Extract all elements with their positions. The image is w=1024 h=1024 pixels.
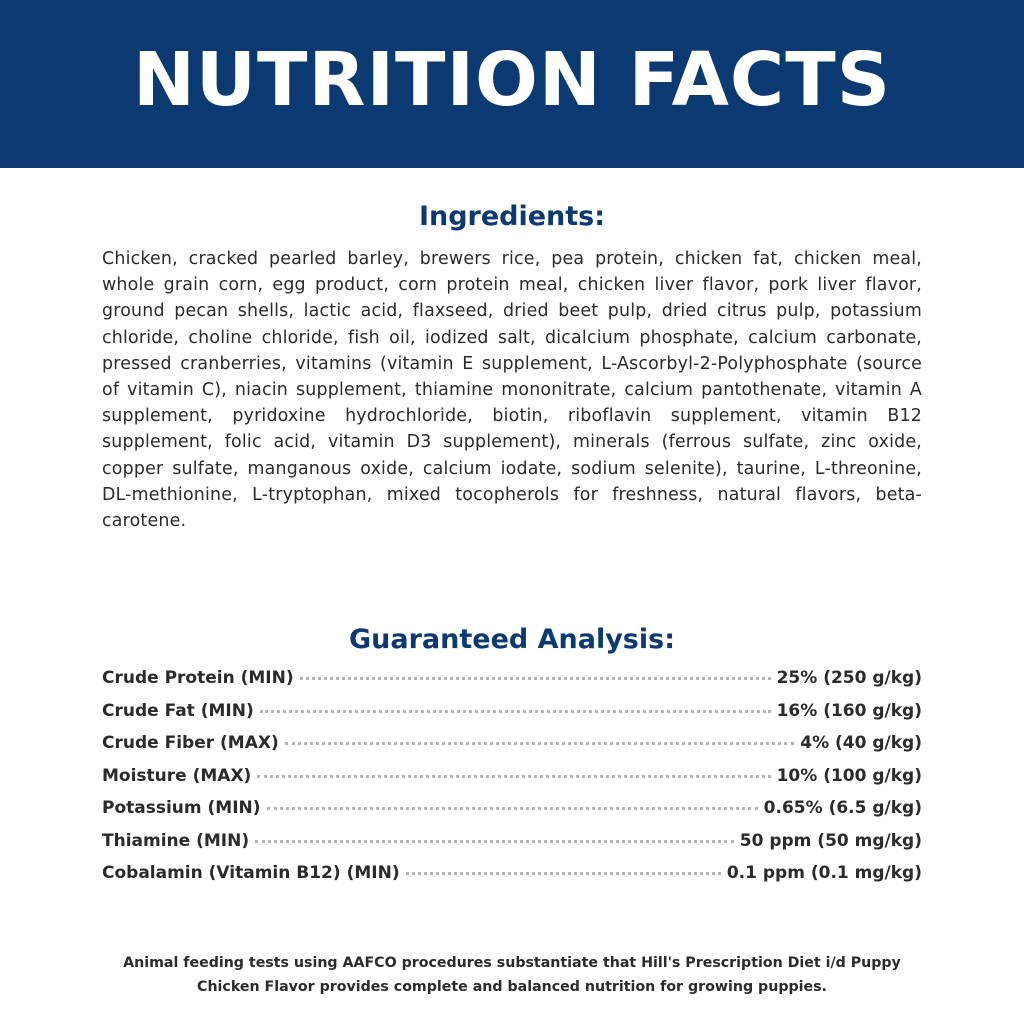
analysis-label: Cobalamin (Vitamin B12) (MIN) bbox=[102, 863, 400, 883]
analysis-label: Crude Fiber (MAX) bbox=[102, 733, 279, 753]
aafco-statement-line-2: Chicken Flavor provides complete and balanced nutrition for growing puppies. bbox=[197, 979, 827, 995]
guaranteed-analysis-heading: Guaranteed Analysis: bbox=[348, 624, 675, 655]
analysis-row-moisture bbox=[102, 766, 922, 799]
header-banner bbox=[0, 0, 1024, 168]
analysis-value: 10% (100 g/kg) bbox=[776, 765, 922, 786]
page-title: NUTRITION FACTS bbox=[132, 37, 892, 123]
analysis-label: Potassium (MIN) bbox=[102, 798, 261, 818]
analysis-row-crude-fiber bbox=[102, 733, 922, 766]
ingredients-heading: Ingredients: bbox=[418, 201, 606, 232]
dot-leader bbox=[255, 840, 734, 843]
analysis-row-crude-protein bbox=[102, 668, 922, 701]
dot-leader bbox=[285, 742, 795, 745]
analysis-value: 4% (40 g/kg) bbox=[800, 733, 922, 753]
dot-leader bbox=[260, 710, 771, 713]
dot-leader bbox=[257, 775, 770, 778]
aafco-statement bbox=[62, 951, 962, 999]
analysis-value: 16% (160 g/kg) bbox=[776, 700, 922, 721]
analysis-label: Thiamine (MIN) bbox=[102, 830, 250, 851]
analysis-row-potassium bbox=[102, 798, 922, 831]
analysis-label: Moisture (MAX) bbox=[102, 765, 252, 786]
analysis-row-cobalamin bbox=[102, 863, 922, 896]
analysis-value: 25% (250 g/kg) bbox=[776, 668, 922, 688]
analysis-value: 50 ppm (50 mg/kg) bbox=[739, 830, 922, 851]
analysis-value: 0.1 ppm (0.1 mg/kg) bbox=[726, 863, 922, 883]
analysis-label: Crude Protein (MIN) bbox=[102, 668, 294, 688]
dot-leader bbox=[267, 807, 758, 810]
analysis-row-crude-fat bbox=[102, 701, 922, 734]
dot-leader bbox=[300, 677, 771, 680]
ingredients-text: Chicken, cracked pearled barley, brewers rice, pea protein, chicken fat, chicken meal, whole grain corn, egg product, corn protein meal, chicken liver flavor, pork liver flavor, ground pecan shells, lactic acid, flaxseed, dried beet pulp, dried citrus pulp, potassium chloride, choline chloride, fish oil, iodized salt, dicalcium phosphate, calcium carbonate, pressed cranberries, vitamins (vitamin E supplement, L-Ascorbyl-2-Polyphosphate (source of vitamin C), niacin supplement, thiamine mononitrate, calcium pantothenate, vitamin A supplement, pyridoxine hydrochloride, biotin, riboflavin supplement, vitamin B12 supplement, folic acid, vitamin D3 supplement), minerals (ferrous sulfate, zinc oxide, copper sulfate, manganous oxide, calcium iodate, sodium selenite), taurine, L-threonine, DL-methionine, L-tryptophan, mixed tocopherols for freshness, natural flavors, beta-carotene. bbox=[102, 249, 922, 532]
analysis-row-thiamine bbox=[102, 831, 922, 864]
dot-leader bbox=[406, 872, 721, 875]
aafco-statement-line-1: Animal feeding tests using AAFCO procedures substantiate that Hill's Prescription Diet i/d Puppy bbox=[123, 955, 901, 971]
guaranteed-analysis-list bbox=[102, 668, 922, 896]
analysis-value: 0.65% (6.5 g/kg) bbox=[763, 798, 922, 818]
analysis-label: Crude Fat (MIN) bbox=[102, 700, 254, 721]
